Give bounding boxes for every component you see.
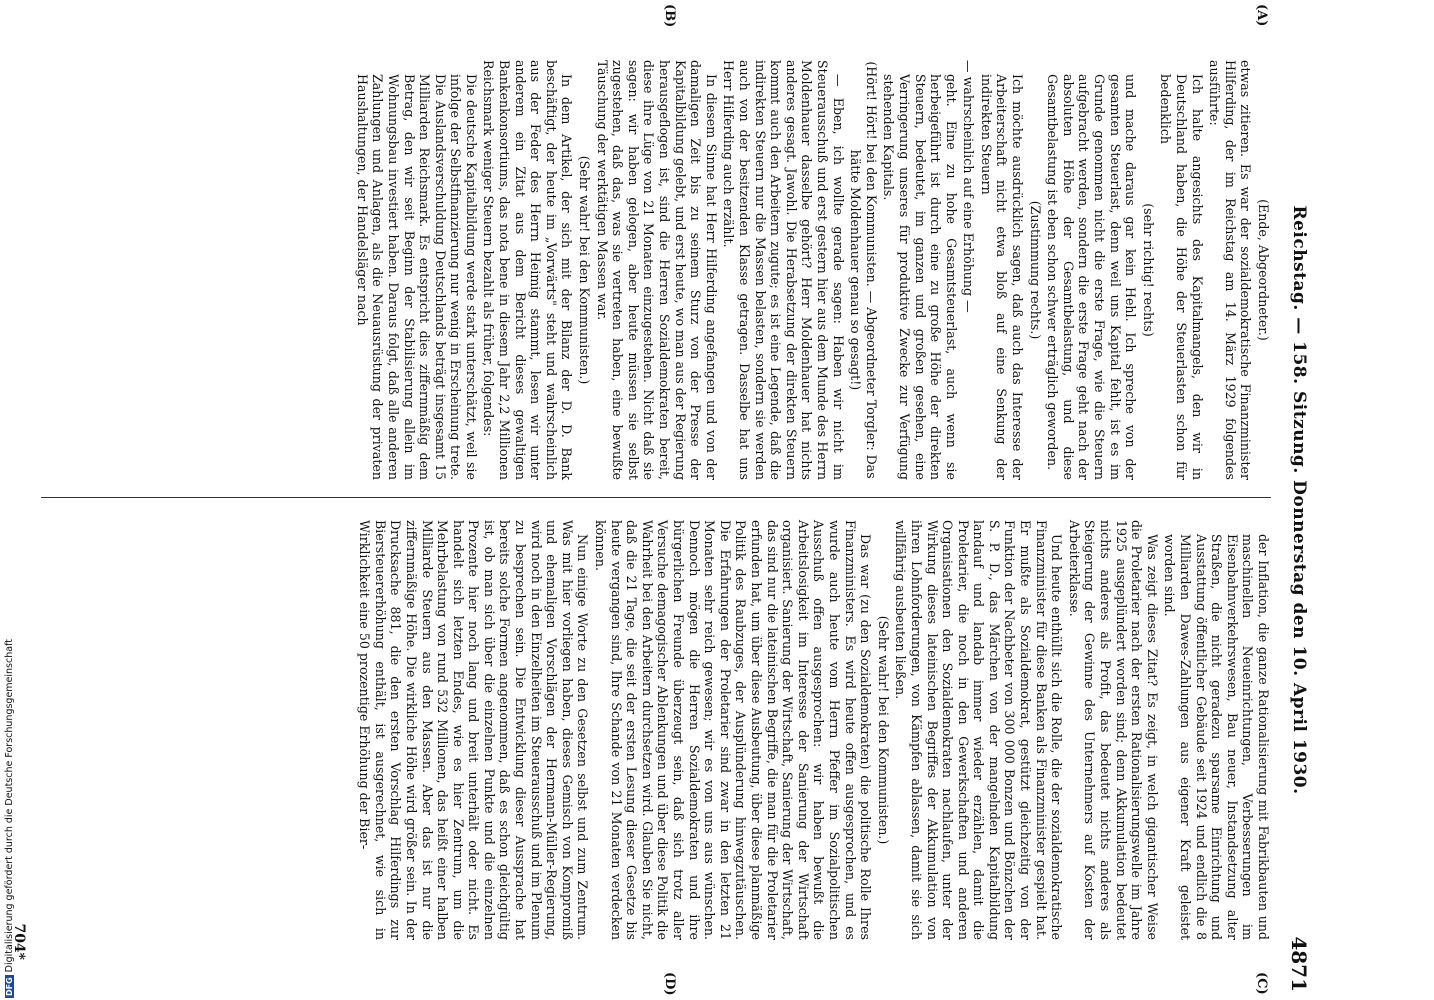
left-column bbox=[352, 60, 1271, 480]
quote-paragraph: und mache daraus gar kein Hehl. Ich spreche von der gesamten Steuerlast, denn weil uns Kapital fehlt, ist es im Grunde genommen nicht die erste Frage, wie die Steuern aufgebracht werden, sondern die erste Frage geht nach der absoluten Höhe der Gesamtbelastung, und diese Gesamtbelastung ist eben schon schwer erträglich geworden. bbox=[1045, 74, 1139, 480]
paragraph: Das war (zu den Sozialdemokraten) die politische Rolle Ihres Finanzministers. Es wird heute offen ausgesprochen, und es wurde auch heute vom Herrn Pfeffer im Sozialpolitischen Ausschuß offen ausgesprochen: wir haben bewußt die Arbeitslosigkeit im Interesse der Sanierung der Wirtschaft organisiert. Sanierung der Wirtschaft, Sanierung der Wirtschaft, das sind nur die lateinischen Begriffe, die man für die Proletarier erfunden hat, um über diese Ausbeutung, über diese planmäßige Politik des Raubzuges, der Ausplünderung hinwegzutäuschen. Die Erfahrungen der Proletarier sind zwar in den letzten 21 Monaten sehr reich gewesen; wir es von uns aus wünschen. Dennoch mögen die Herren Sozialdemokraten und ihre bürgerlichen Freunde überzeugt sein, daß sich trotz aller Versuche demagogischer Ablenkungen und über diese Politik die Wahrheit bei den Arbeitern durchsetzen wird. Glauben Sie nicht, daß die 21 Tage, die seit der ersten Lesung dieser Gesetze bis heute vergangen sind, Ihre Schande von 21 Monaten verdecken können. bbox=[593, 520, 874, 940]
paragraph: Nun einige Worte zu den Gesetzen selbst und zum Zentrum. Was mit hier vorliegen haben, dieses Gemisch von Kompromiß und ehemaligen Vorschlägen der Hermann-Müller-Regierung, wird noch in den Einzelheiten im Steuerausschuß und im Plenum zu besprechen sein. Die Entwicklung dieser Aussprache hat bereits solche Formen angenommen, daß es schon gleichgültig ist, ob man sich über die einzelnen Punkte und die einzelnen Prozente hier noch lang und breit unterhält oder nicht. Es handelt sich letzten Endes, wie es hier Zentrum, um die Mehrbelastung von rund 532 Millionen, das heißt einer halben Milliarde Steuern aus den Massen. Aber das ist nur die ziffernmäßige Höhe. Die wirkliche Höhe wird größer sein. In der Drucksache 881, die den ersten Vorschlag Hilferdings zur Biersteuererhöhung enthält, ist ausgerechnet, wie sich in Wirklichkeit eine 50 prozentige Erhöhung der Bier- bbox=[357, 520, 591, 940]
interjection: (sehr richtig! rechts) bbox=[1140, 203, 1156, 337]
paragraph: Und heute enthüllt sich die Rolle, die der sozialdemokratische Finanzminister für diese Banken als Finanzminister gespielt hat. Er mußte als Sozialdemokrat, gestützt gleichzeitig von der Funktion der Nachbeter von 300 000 Bonzen und Bönzchen der S. P. D., das Märchen von der mangelnden Kapitalbildung landauf und landab immer wieder erzählen, damit die Proletarier, die noch in den Gewerkschaften und anderen Organisationen den Sozialdemokraten nachlaufen, unter der Wirkung dieses lateinischen Begriffes der Akkumulation von ihren Lohnforderungen, von Kämpfen ablassen, damit sie sich willfährig ausbeuten ließen. bbox=[893, 520, 1065, 940]
margin-marker-d: (D) bbox=[662, 972, 677, 996]
quote-paragraph: der Inflation, die ganze Rationalisierung mit Fabrikbauten und maschinellen Neueinrichtungen, Verbesserungen im Eisenbahnverkehrswesen, Bau neuer, Instandsetzung alter Straßen, die nicht geradezu sparsame Einrichtung und Ausstattung öffentlicher Gebäude seit 1924 und endlich die 8 Milliarden Dawes-Zahlungen aus eigener Kraft geleistet worden sind. bbox=[1162, 534, 1271, 940]
page-header bbox=[1277, 0, 1317, 1000]
interjection: (Sehr wahr! bei den Kommunisten.) bbox=[577, 155, 593, 385]
digitization-credit bbox=[4, 639, 15, 998]
margin-marker-a: (A) bbox=[1254, 4, 1269, 27]
paragraph: — wahrscheinlich auf eine Erhöhung — bbox=[961, 60, 977, 313]
paragraph: In dem Artikel, der sich mit der Bilanz der D. D. Bank beschäftigt, der heute im „Vorwärts" steht und wahrscheinlich aus der Feder des Herrn Heimig stammt, lesen wir unter anderem ein Zitat aus dem Bericht dieses gewaltigen Bankenkonsortiums, das nota bene in diesem Jahr 2,2 Millionen Reichsmark weniger Steuern bezahlt als früher, folgendes: bbox=[481, 60, 575, 480]
speaker-line: (Ende, Abgeordneter.) bbox=[1256, 199, 1271, 341]
quote-paragraph: geht. Eine zu hohe Gesamtsteuerlast, auch wenn sie herbeigeführt ist durch eine zu große Höhe der direkten Steuern, bedeutet, im ganzen und großen gesehen, eine Verringerung unseres für produktive Zwecke zur Verfügung stehenden Kapitals. bbox=[881, 74, 959, 480]
margin-marker-b: (B) bbox=[662, 4, 677, 28]
paragraph: Was zeigt dieses Zitat? Es zeigt, in welch gigantischer Weise die Proletarier nach der ersten Rationalisierungswelle im Jahre 1925 ausgeplündert worden sind; denn Akkumulation bedeutet nichts anderes als Profit, das bedeutet nichts anderes als Steigerung der Gewinne des Unternehmers auf Kosten der Arbeiterklasse. bbox=[1066, 520, 1160, 940]
paragraph: In diesem Sinne hat Herr Hilferding angefangen und von der damaligen Zeit bis zu seinem Sturz von der Presse der Kapitalbildung gelebt, und erst heute, wo man aus der Regierung herausgeflogen ist, sind die Herren Sozialdemokraten bereit, diese ihre Lüge von 21 Monaten einzugestehen. Nicht daß sie sagen: wir haben gelogen, aber heute müssen sie selbst zugestehen, daß das, was sie vertreten haben, eine bewußte Täuschung der werktätigen Massen war. bbox=[594, 60, 719, 481]
dfg-logo-icon: DFG bbox=[5, 977, 14, 996]
right-column bbox=[355, 520, 1271, 940]
paragraph: — Eben, ich wollte gerade sagen: Haben wir nicht im Steuerausschuß und erst gestern hier aus dem Munde des Herrn Moldenhauer dasselbe gehört? Herr Moldenhauer hat nichts anderes gesagt. Jawohl. Die Herabsetzung der direkten Steuern kommt auch den Arbeitern zugute; es ist eine Legende, daß die indirekten Steuern nur die Massen belasten, sondern sie werden auch von der besitzenden Klasse getragen. Dasselbe hat uns Herr Hilferding auch erzählt. bbox=[721, 60, 846, 480]
quote-paragraph: Die deutsche Kapitalbildung werde stark unterschätzt, weil sie infolge der Selbstfinanzierung nur wenig in Erscheinung trete. Die Auslandsverschuldung Deutschlands beträgt insgesamt 15 Milliarden Reichsmark. Es entspricht dies ziffernmäßig dem Betrag, den wir seit Beginn der Stabilisierung allein im Wohnungsbau investiert haben. Daraus folgt, daß alle anderen Zahlungen und Anlagen, als die Neuausrüstung der privaten Haushaltungen, der Handelsläger nach bbox=[354, 74, 479, 480]
column-divider bbox=[41, 497, 1271, 498]
interjection: (Zustimmung rechts.) bbox=[1027, 200, 1043, 340]
header-page-number: 4871 bbox=[1287, 936, 1311, 992]
header-title: Reichstag. — 158. Sitzung. Donnerstag den 10. April 1930. bbox=[1289, 205, 1309, 795]
page-footer-number: 704* bbox=[11, 923, 27, 960]
quote-paragraph: Ich möchte ausdrücklich sagen, daß auch das Interesse der Arbeiterschaft nicht etwa bloß auf eine Senkung der indirekten Steuern bbox=[978, 74, 1026, 480]
quote-paragraph: Ich halte angesichts des Kapitalmangels, den wir in Deutschland haben, die Höhe der Steuerlasten schon für bedenklich bbox=[1158, 74, 1205, 480]
interjection: (Sehr wahr! bei den Kommunisten.) bbox=[875, 615, 891, 845]
interjection: (Hört! Hört! bei den Kommunisten. — Abgeordneter Torgler: Das hätte Moldenhauer genau so gesagt!) bbox=[848, 61, 879, 479]
margin-marker-c: (C) bbox=[1254, 972, 1269, 995]
credit-text: Digitalisierung gefördert durch die Deutsche Forschungsgemeinschaft bbox=[4, 639, 15, 973]
paragraph: etwas zitieren. Es war der sozialdemokratische Finanzminister Hilferding, der im Reichstag am 14. März 1929 folgendes ausführte: bbox=[1207, 60, 1254, 480]
